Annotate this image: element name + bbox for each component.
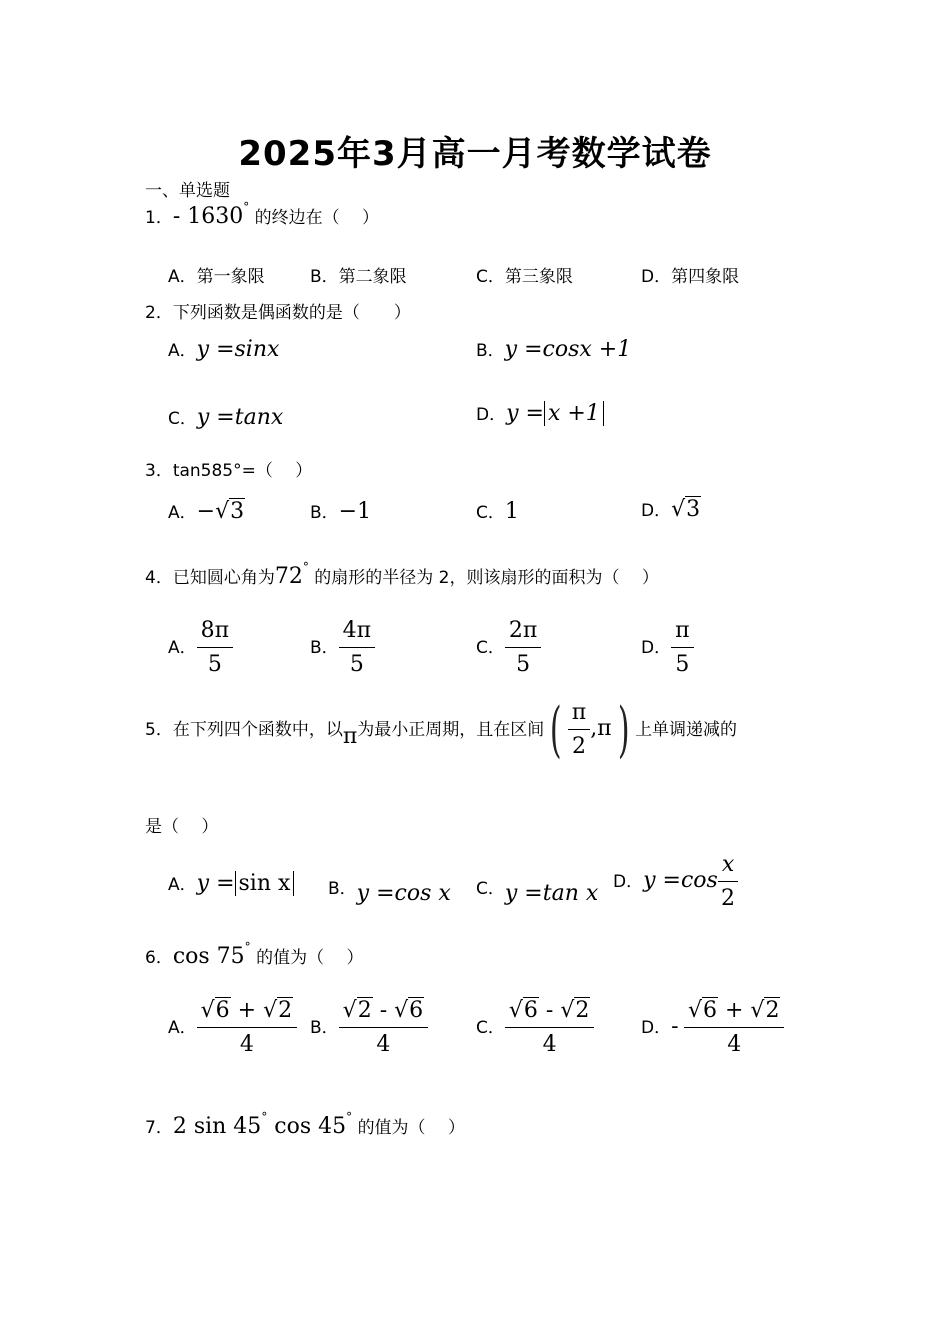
q2-option-d: D．y = x +1 xyxy=(476,400,604,426)
q6-option-d: D．- $\frac{√6 + √2}{4}$ xyxy=(641,998,784,1058)
q2-option-a: A．y =sinx xyxy=(168,337,280,362)
section-heading: 一、单选题 xyxy=(145,181,230,201)
q2-option-c: C．y =tanx xyxy=(168,405,284,430)
q3-option-a: A．−√3 xyxy=(168,499,245,524)
question-1: 1．- 1630° 的终边在（ ） xyxy=(145,200,380,229)
q1-option-d: D．第四象限 xyxy=(641,267,740,287)
question-7: 7．2 sin 45° cos 45° 的值为（ ） xyxy=(145,1110,465,1139)
q6-option-b: B． $\frac{√2 - √6}{4}$ xyxy=(310,998,428,1058)
question-6: 6．cos 75° 的值为（ ） xyxy=(145,940,364,969)
q5-option-a: A．y = sin x xyxy=(168,870,294,896)
question-number: 1． xyxy=(145,208,173,228)
q3-option-b: B．−1 xyxy=(310,499,372,524)
q2-option-b: B．y =cosx +1 xyxy=(476,337,632,362)
q3-option-c: C．1 xyxy=(476,499,519,524)
question-1-text: 的终边在（ ） xyxy=(254,208,380,228)
question-4: 4．已知圆心角为72° 的扇形的半径为 2，则该扇形的面积为（ ） xyxy=(145,560,659,589)
q5-option-c: C．y =tan x xyxy=(476,879,599,906)
q6-option-c: C． $\frac{√6 - √2}{4}$ xyxy=(476,998,594,1058)
q4-option-b: B． $\frac{4\pi}{5}$ xyxy=(310,618,375,678)
question-3: 3．tan585°=（ ） xyxy=(145,461,313,481)
q3-option-d: D．√3 xyxy=(641,497,701,522)
q4-option-c: C． $\frac{2\pi}{5}$ xyxy=(476,618,541,678)
q4-option-a: A． $\frac{8\pi}{5}$ xyxy=(168,618,233,678)
q4-option-d: D． $\frac{\pi}{5}$ xyxy=(641,618,694,678)
q6-option-a: A． $\frac{√6 + √2}{4}$ xyxy=(168,998,297,1058)
q1-option-c: C．第三象限 xyxy=(476,267,573,287)
question-5: 5．在下列四个函数中，以π为最小正周期，且在区间( $\frac{\pi}{2}$ ,π) 上单调递减的 xyxy=(145,695,738,765)
q5-option-d: D．y =cos $\frac{x}{2}$ xyxy=(613,852,738,912)
question-5-line2: 是（ ） xyxy=(145,817,219,837)
q1-option-a: A．第一象限 xyxy=(168,267,265,287)
q5-option-b: B．y =cos x xyxy=(328,879,451,906)
exam-title: 2025年3月高一月考数学试卷 xyxy=(238,134,712,174)
q1-option-b: B．第二象限 xyxy=(310,267,407,287)
question-2: 2．下列函数是偶函数的是（ ） xyxy=(145,303,411,323)
question-1-expr: - 1630 xyxy=(172,204,244,229)
